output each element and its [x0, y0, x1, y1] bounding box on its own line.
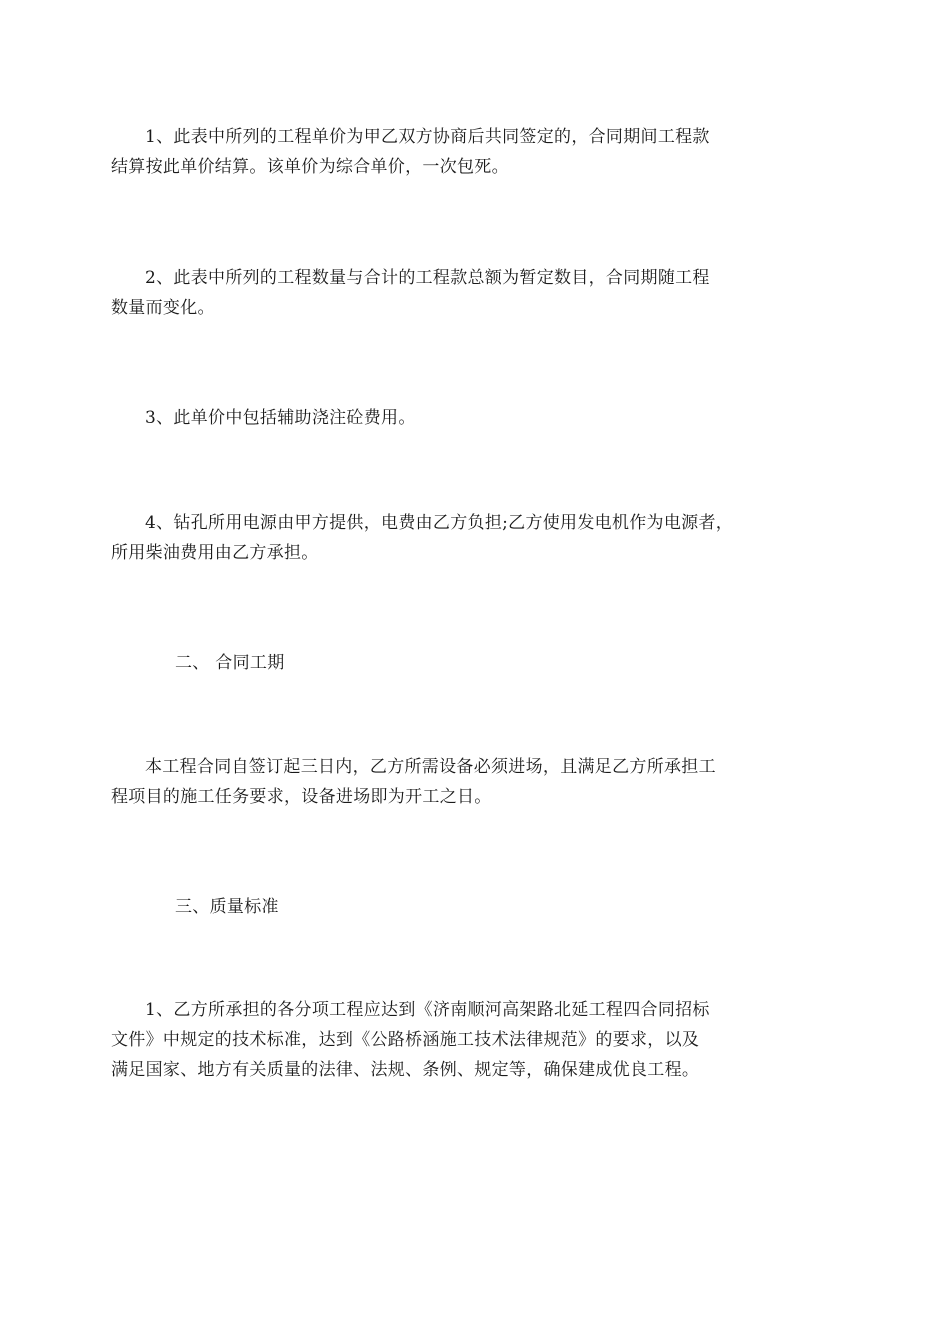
paragraph-quality-standard	[111, 995, 817, 1085]
paragraph-line: 满足国家、地方有关质量的法律、法规、条例、规定等，确保建成优良工程。	[111, 1060, 700, 1080]
paragraph-line: 数量而变化。	[111, 298, 215, 318]
paragraph-auxiliary-cost	[145, 403, 817, 433]
paragraph-contract-period	[111, 752, 817, 812]
section-heading-quality-standard: 三、质量标准	[175, 897, 279, 917]
section-heading-contract-period: 二、 合同工期	[175, 653, 285, 673]
paragraph-line: 1、乙方所承担的各分项工程应达到《济南顺河高架路北延工程四合同招标	[145, 1000, 710, 1020]
paragraph-line: 3、此单价中包括辅助浇注砼费用。	[145, 408, 416, 428]
paragraph-line: 1、此表中所列的工程单价为甲乙双方协商后共同签定的，合同期间工程款	[145, 127, 710, 147]
paragraph-line: 程项目的施工任务要求，设备进场即为开工之日。	[111, 787, 492, 807]
paragraph-quantity	[111, 263, 817, 323]
paragraph-line: 文件》中规定的技术标准，达到《公路桥涵施工技术法律规范》的要求，以及	[111, 1030, 700, 1050]
paragraph-line: 所用柴油费用由乙方承担。	[111, 543, 319, 563]
paragraph-line: 4、钻孔所用电源由甲方提供，电费由乙方负担;乙方使用发电机作为电源者，	[145, 513, 734, 533]
paragraph-line: 本工程合同自签订起三日内，乙方所需设备必须进场，且满足乙方所承担工	[145, 757, 716, 777]
paragraph-line: 2、此表中所列的工程数量与合计的工程款总额为暂定数目，合同期随工程	[145, 268, 710, 288]
paragraph-unit-price	[111, 122, 817, 182]
paragraph-power-supply	[111, 508, 817, 568]
paragraph-line: 结算按此单价结算。该单价为综合单价，一次包死。	[111, 157, 509, 177]
